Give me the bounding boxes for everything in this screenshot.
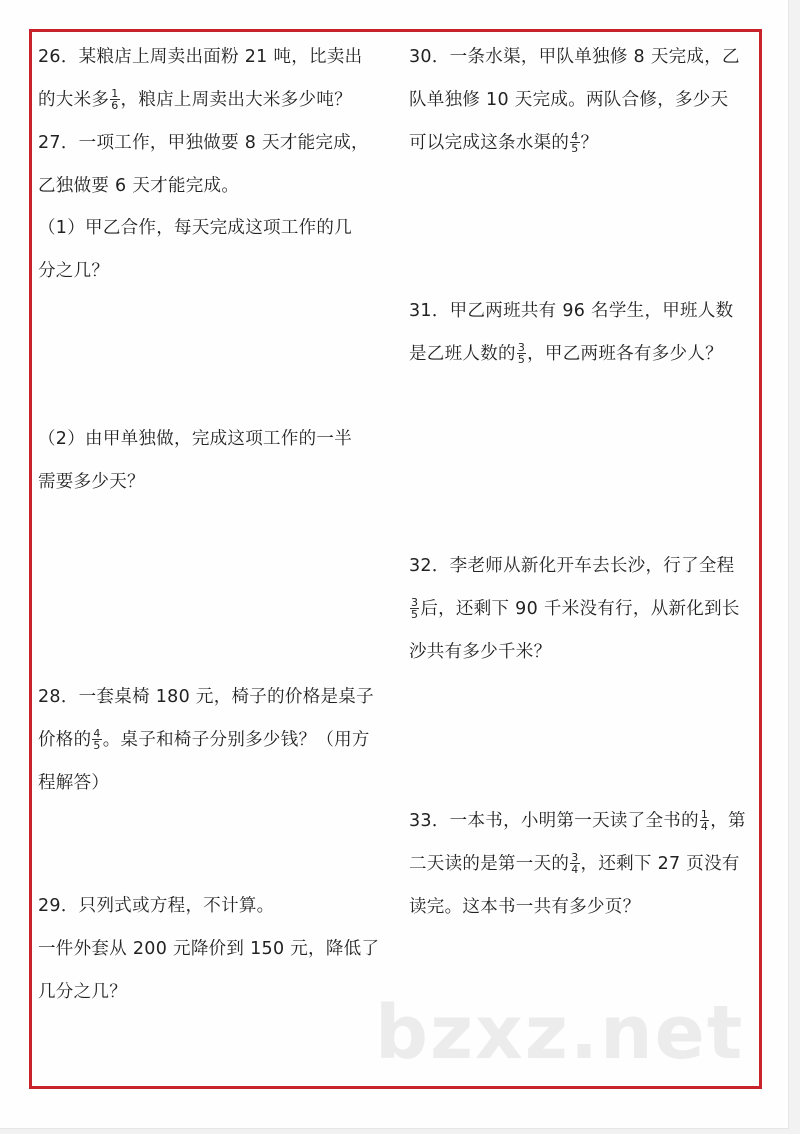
- question-29: [38, 885, 379, 1014]
- q33-line-1: 33．一本书，小明第一天读了全书的 $\frac{1}{4}$ ，第: [409, 807, 746, 833]
- q30-line-3: 可以完成这条水渠的 $\frac{4}{5}$ ？: [409, 129, 599, 155]
- q26-line-2: 的大米多 $\frac{1}{6}$ ，粮店上周卖出大米多少吨？: [38, 86, 352, 112]
- q28-line-1: 28．一套桌椅 180 元，椅子的价格是桌子: [38, 687, 374, 707]
- q31-line-2: 是乙班人数的 $\frac{3}{5}$ ，甲乙两班各有多少人？: [409, 340, 723, 366]
- fraction-3-5: $\frac{3}{5}$: [411, 595, 419, 621]
- q27-line-1: 27．一项工作，甲独做要 8 天才能完成，: [38, 133, 369, 153]
- question-27: [38, 122, 369, 208]
- q32-line-1: 32．李老师从新化开车去长沙，行了全程: [409, 556, 735, 576]
- q30-line-2: 队单独修 10 天完成。两队合修，多少天: [409, 90, 729, 110]
- q32-line-3: 沙共有多少千米？: [409, 642, 552, 662]
- question-28: [38, 676, 374, 805]
- fraction-3-5: $\frac{3}{5}$: [517, 340, 526, 366]
- question-31: [409, 290, 733, 376]
- q26-line-1: 26．某粮店上周卖出面粉 21 吨，比卖出: [38, 47, 363, 67]
- question-33: [409, 800, 746, 929]
- question-30: [409, 36, 740, 165]
- q33-line-3: 读完。这本书一共有多少页？: [409, 897, 641, 917]
- q27-part2-line-2: 需要多少天？: [38, 472, 145, 492]
- watermark-text: bzxz.net: [375, 990, 745, 1076]
- q27-part2-line-1: （2）由甲单独做，完成这项工作的一半: [38, 429, 353, 449]
- fraction-4-5: $\frac{4}{5}$: [571, 129, 579, 155]
- q29-line-3: 几分之几？: [38, 982, 127, 1002]
- q32-line-2: $\frac{3}{5}$ 后，还剩下 90 千米没有行，从新化到长: [411, 595, 740, 621]
- fraction-1-4: $\frac{1}{4}$: [700, 807, 709, 833]
- question-32: [409, 545, 740, 674]
- q33-line-2: 二天读的是第一天的 $\frac{3}{4}$ ，还剩下 27 页没有: [409, 850, 740, 876]
- q29-line-1: 29．只列式或方程，不计算。: [38, 896, 275, 916]
- question-27-part-2: [38, 418, 352, 504]
- q29-line-2: 一件外套从 200 元降价到 150 元，降低了: [38, 939, 380, 959]
- q28-line-3: 程解答）: [38, 773, 110, 793]
- q31-line-1: 31．甲乙两班共有 96 名学生，甲班人数: [409, 301, 734, 321]
- q27-part1-line-2: 分之几？: [38, 261, 110, 281]
- fraction-3-4: $\frac{3}{4}$: [571, 850, 579, 876]
- q27-line-2: 乙独做要 6 天才能完成。: [38, 176, 240, 196]
- q30-line-1: 30．一条水渠，甲队单独修 8 天完成，乙: [409, 47, 740, 67]
- q27-part1-line-1: （1）甲乙合作，每天完成这项工作的几: [38, 218, 353, 238]
- fraction-1-6: $\frac{1}{6}$: [111, 86, 119, 112]
- fraction-4-5: $\frac{4}{5}$: [93, 726, 101, 752]
- question-27-part-1: [38, 207, 352, 293]
- q28-line-2: 价格的 $\frac{4}{5}$ 。桌子和椅子分别多少钱？（用方: [38, 726, 370, 752]
- question-26: [38, 36, 362, 122]
